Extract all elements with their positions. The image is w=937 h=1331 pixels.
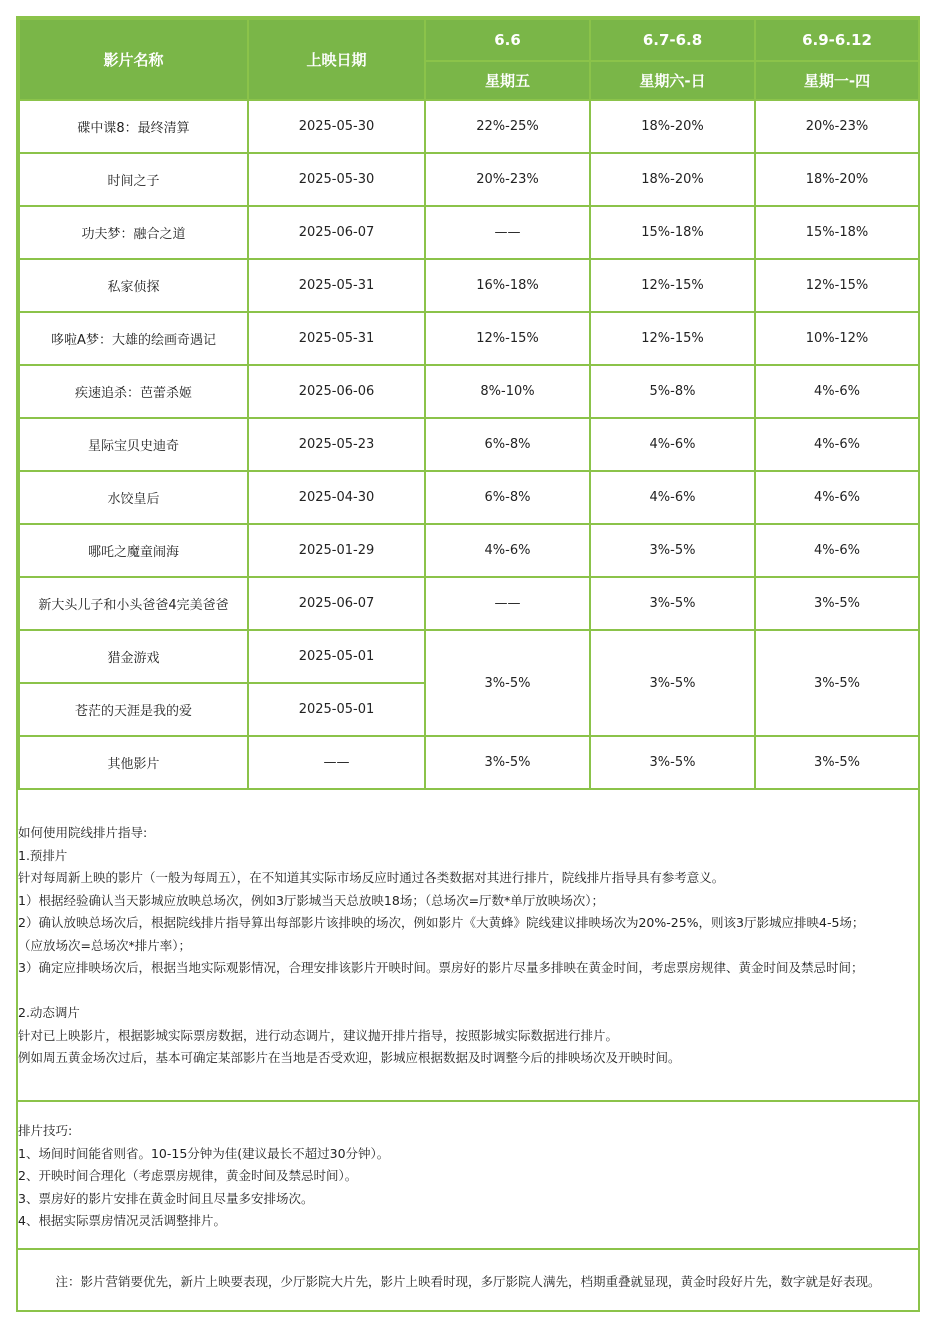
film-title: 功夫梦：融合之道 (19, 206, 248, 259)
tips-line: 3、票房好的影片安排在黄金时间且尽量多安排场次。 (18, 1190, 314, 1206)
rate-period-2: 12%-15% (590, 312, 755, 365)
rate-period-3: 20%-23% (755, 100, 919, 153)
guide-section (18, 822, 918, 1070)
rate-period-2: 5%-8% (590, 365, 755, 418)
guide-pre-line: 2）确认放映总场次后，根据院线排片指导算出每部影片该排映的场次，例如影片《大黄蜂》院线建议排映场次为20%-25%，则该3厅影城应排映4-5场； (18, 915, 865, 930)
header-period-1-days: 星期五 (425, 61, 590, 100)
film-title: 哆啦A梦：大雄的绘画奇遇记 (19, 312, 248, 365)
release-date: 2025-05-31 (248, 259, 425, 312)
rate-period-1: 3%-5% (425, 736, 590, 789)
section-divider (18, 1100, 918, 1102)
release-date: 2025-05-01 (248, 683, 425, 736)
rate-period-1: 20%-23% (425, 153, 590, 206)
table-row (19, 577, 919, 630)
film-title: 私家侦探 (19, 259, 248, 312)
film-title: 水饺皇后 (19, 471, 248, 524)
rate-period-3: 3%-5% (755, 577, 919, 630)
guide-pre-line: （应放场次=总场次*排片率）； (18, 937, 191, 953)
rate-period-1: 22%-25% (425, 100, 590, 153)
tips-line: 1、场间时间能省则省。10-15分钟为佳(建议最长不超过30分钟）。 (18, 1145, 390, 1161)
rate-period-2: 3%-5% (590, 736, 755, 789)
rate-period-3: 12%-15% (755, 259, 919, 312)
header-period-2-days: 星期六-日 (590, 61, 755, 100)
rate-period-1: —— (425, 577, 590, 630)
footnote: 注：影片营销要优先，新片上映要表现，少厅影院大片先，影片上映看时现，多厅影院人满先，档期重叠就显现，黄金时段好片先，数字就是好表现。 (55, 1274, 881, 1289)
rate-period-3-merged: 3%-5% (755, 630, 919, 736)
film-title: 星际宝贝史迪奇 (19, 418, 248, 471)
guide-pre-line: 3）确定应排映场次后，根据当地实际观影情况，合理安排该影片开映时间。票房好的影片尽量多排映在黄金时间，考虑票房规律、黄金时间及禁忌时间； (18, 960, 864, 975)
tips-line: 2、开映时间合理化（考虑票房规律，黄金时间及禁忌时间）。 (18, 1168, 358, 1183)
rate-period-3: 10%-12% (755, 312, 919, 365)
rate-period-2: 12%-15% (590, 259, 755, 312)
film-title: 苍茫的天涯是我的爱 (19, 683, 248, 736)
release-date: 2025-06-07 (248, 577, 425, 630)
guide-dyn-line: 针对已上映影片，根据影城实际票房数据，进行动态调片，建议抛开排片指导，按照影城实际数据进行排片。 (18, 1027, 619, 1043)
table-row (19, 259, 919, 312)
rate-period-2: 3%-5% (590, 577, 755, 630)
release-date: 2025-06-06 (248, 365, 425, 418)
rate-period-3: 4%-6% (755, 524, 919, 577)
header-period-3-days: 星期一-四 (755, 61, 919, 100)
header-period-1-dates: 6.6 (425, 19, 590, 61)
table-row (19, 630, 919, 683)
rate-period-2: 15%-18% (590, 206, 755, 259)
release-date: 2025-05-31 (248, 312, 425, 365)
rate-period-2: 4%-6% (590, 471, 755, 524)
rate-period-2: 18%-20% (590, 100, 755, 153)
film-title: 时间之子 (19, 153, 248, 206)
release-date: 2025-06-07 (248, 206, 425, 259)
table-row (19, 418, 919, 471)
table-row (19, 206, 919, 259)
rate-period-1: —— (425, 206, 590, 259)
rate-period-1: 4%-6% (425, 524, 590, 577)
tips-section (18, 1120, 918, 1233)
rate-period-3: 4%-6% (755, 365, 919, 418)
header-period-3-dates: 6.9-6.12 (755, 19, 919, 61)
rate-period-3: 3%-5% (755, 736, 919, 789)
guide-pre-heading: 1.预排片 (18, 847, 68, 863)
rate-period-1: 12%-15% (425, 312, 590, 365)
release-date: 2025-05-30 (248, 100, 425, 153)
film-title: 哪吒之魔童闹海 (19, 524, 248, 577)
header-release-date: 上映日期 (248, 19, 425, 100)
rate-period-1: 6%-8% (425, 418, 590, 471)
header-period-2-dates: 6.7-6.8 (590, 19, 755, 61)
guide-pre-line: 针对每周新上映的影片（一般为每周五），在不知道其实际市场反应时通过各类数据对其进行排片，院线排片指导具有参考意义。 (18, 870, 725, 885)
release-date: 2025-05-01 (248, 630, 425, 683)
table-row (19, 153, 919, 206)
table-row (19, 365, 919, 418)
rate-period-3: 18%-20% (755, 153, 919, 206)
film-title: 疾速追杀：芭蕾杀姬 (19, 365, 248, 418)
release-date: 2025-05-23 (248, 418, 425, 471)
release-date: —— (248, 736, 425, 789)
guide-title: 如何使用院线排片指导: (18, 825, 148, 840)
rate-period-1-merged: 3%-5% (425, 630, 590, 736)
header-film-name: 影片名称 (19, 19, 248, 100)
table-row (19, 524, 919, 577)
schedule-table (18, 18, 920, 790)
rate-period-3: 4%-6% (755, 471, 919, 524)
guide-pre-line: 1）根据经验确认当天影城应放映总场次，例如3厅影城当天总放映18场；（总场次=厅数*单厅放映场次）； (18, 892, 605, 908)
guide-dyn-line: 例如周五黄金场次过后，基本可确定某部影片在当地是否受欢迎，影城应根据数据及时调整今后的排映场次及开映时间。 (18, 1050, 681, 1065)
film-title: 猎金游戏 (19, 630, 248, 683)
rate-period-1: 6%-8% (425, 471, 590, 524)
tips-line: 4、根据实际票房情况灵活调整排片。 (18, 1213, 226, 1228)
film-title: 碟中谍8：最终清算 (19, 100, 248, 153)
rate-period-1: 8%-10% (425, 365, 590, 418)
rate-period-1: 16%-18% (425, 259, 590, 312)
rate-period-2-merged: 3%-5% (590, 630, 755, 736)
film-title: 新大头儿子和小头爸爸4完美爸爸 (19, 577, 248, 630)
guide-dyn-heading: 2.动态调片 (18, 1005, 80, 1020)
tips-title: 排片技巧: (18, 1123, 73, 1138)
section-divider (18, 1248, 918, 1250)
release-date: 2025-01-29 (248, 524, 425, 577)
release-date: 2025-04-30 (248, 471, 425, 524)
table-row (19, 100, 919, 153)
table-row (19, 471, 919, 524)
table-row (19, 312, 919, 365)
rate-period-2: 18%-20% (590, 153, 755, 206)
rate-period-2: 4%-6% (590, 418, 755, 471)
film-title: 其他影片 (19, 736, 248, 789)
table-row (19, 736, 919, 789)
rate-period-2: 3%-5% (590, 524, 755, 577)
rate-period-3: 4%-6% (755, 418, 919, 471)
release-date: 2025-05-30 (248, 153, 425, 206)
rate-period-3: 15%-18% (755, 206, 919, 259)
